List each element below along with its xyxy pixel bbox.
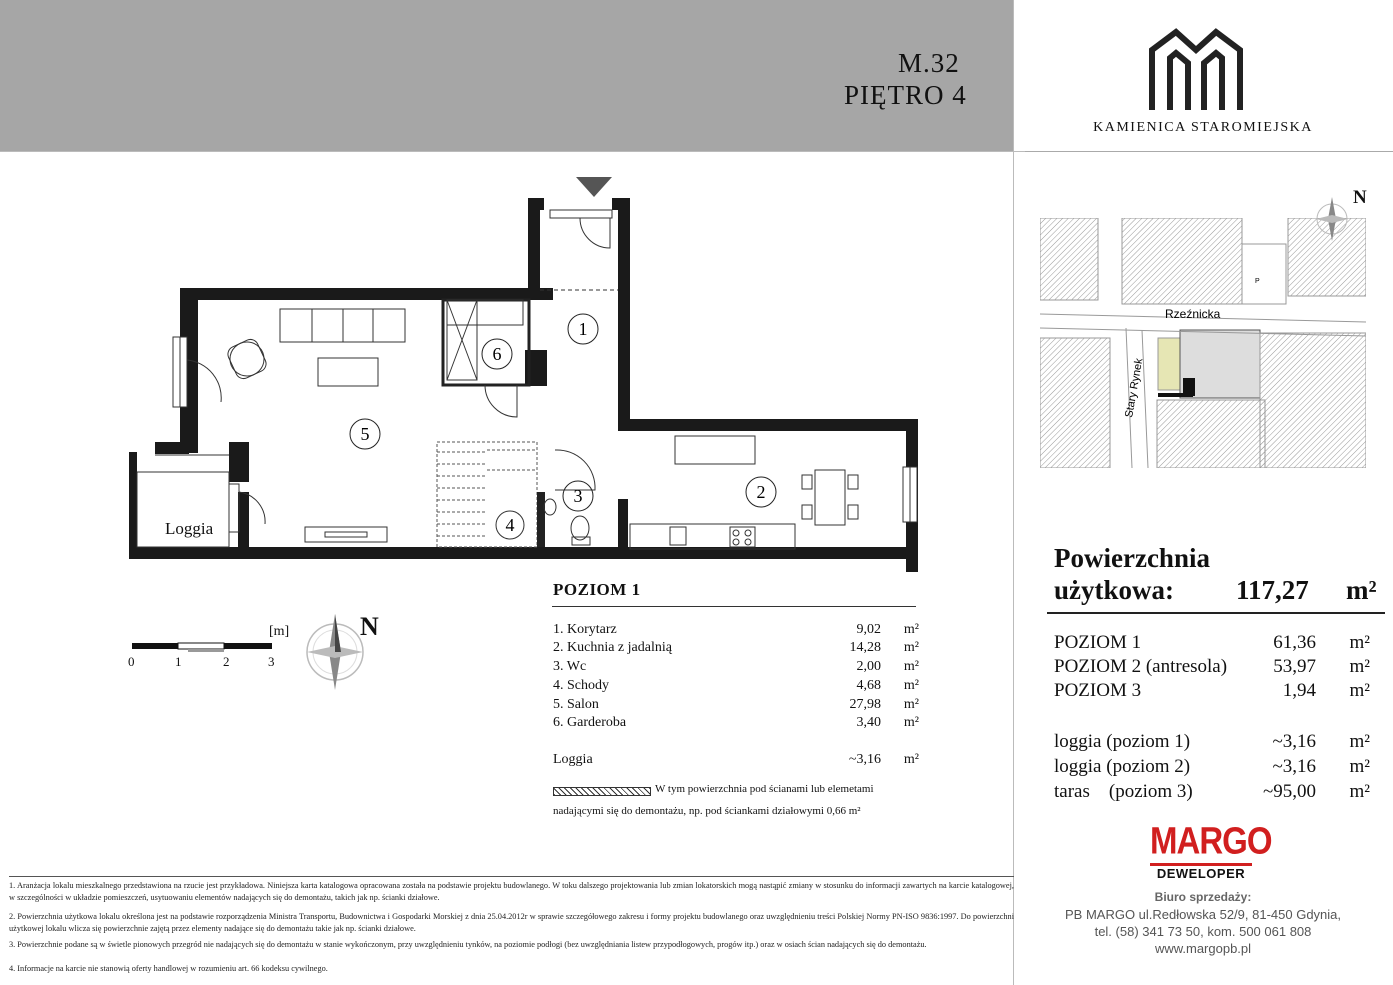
level-name: POZIOM 3: [1054, 680, 1142, 701]
room-name: 4. Schody: [553, 678, 609, 693]
extra-area: ~3,16: [1272, 756, 1316, 777]
room-area: 4,68: [856, 678, 881, 693]
extra-area: ~3,16: [1272, 731, 1316, 752]
scale-tick: 0: [128, 654, 135, 669]
level-title: POZIOM 1: [553, 580, 641, 599]
level-area: 61,36: [1273, 632, 1316, 653]
room-number: 1: [578, 319, 588, 339]
usable-area-title: Powierzchnia: [1054, 543, 1210, 573]
room-row: [553, 697, 919, 716]
usable-area-value: 117,27: [1236, 575, 1309, 605]
room-name: 1. Korytarz: [553, 622, 617, 637]
sales-address: PB MARGO ul.Redłowska 52/9, 81-450 Gdynia,: [1064, 907, 1342, 922]
extra-row: [1054, 781, 1370, 805]
room-number: 3: [573, 486, 583, 506]
level-unit: m²: [1349, 680, 1370, 701]
room-area: 27,98: [849, 697, 881, 712]
unit-number: M.32: [898, 48, 960, 78]
footnote: 2. Powierzchnia użytkowa lokalu określona jest na podstawie rozporządzenia Ministra Transportu, Budownictwa i Gospodarki Morskiej z dnia 25.04.2012r w sprawie szczegółowego zakresu i formy projektu budowlanego oraz uwzględnieniu treści Polskiej Normy PN-ISO 9836:1997. Do powierzchni użytkowej lokalu wlicza się powierzchnie zajętą przez elementy nadające się do demontażu takie jak np. ścianki działowe.: [9, 912, 1014, 933]
room-name: Loggia: [553, 752, 593, 767]
footnote: 3. Powierzchnie podane są w świetle pionowych przegród nie nadających się do demontażu w stanie wykończonym, przy uwzględnieniu tynków, na poziomie podłogi (bez uwzględniania listew przypodłogowych, progów itp.) oraz w osiach ścian nadających się do demontażu.: [9, 940, 927, 949]
loggia-row: [553, 752, 919, 771]
room-unit: m²: [903, 659, 919, 674]
level-row: [1054, 680, 1370, 704]
room-unit: m²: [903, 697, 919, 712]
footnote: 1. Aranżacja lokalu mieszkalnego przedstawiona na rzucie jest przykładowa. Niniejsza karta katalogowa opracowana została na podstawie projektu budowlanego. W toku dalszego projektowania lub zmian lokatorskich mogą nastąpić zmiany w stosunku do informacji zawartych na karcie katalogowej, w szczególności w układzie pomieszczeń, usytuowaniu elementów nadających się do demontażu, takich jak np. ścianki działowe.: [9, 881, 1014, 902]
room-area: 9,02: [856, 622, 881, 637]
level-unit: m²: [1349, 632, 1370, 653]
north-label: N: [1353, 187, 1367, 208]
room-name: 5. Salon: [553, 697, 599, 712]
room-number: 2: [756, 482, 766, 502]
room-row: [553, 678, 919, 697]
street-label: Rzeźnicka: [1165, 307, 1221, 321]
loggia-label: Loggia: [165, 519, 214, 538]
right-header-rule: [1025, 151, 1393, 152]
room-row: [553, 659, 919, 678]
site-map: [1040, 218, 1366, 468]
panel-divider: [1013, 0, 1014, 985]
house-logo-icon: [1148, 28, 1244, 112]
room-unit: m²: [903, 678, 919, 693]
extra-area: ~95,00: [1262, 781, 1316, 802]
street-label: Stary Rynek: [1123, 357, 1146, 419]
room-area: ~3,16: [848, 752, 881, 767]
scale-tick: 3: [268, 654, 275, 669]
sales-website[interactable]: www.margopb.pl: [1154, 941, 1252, 956]
brand-name: KAMIENICA STAROMIEJSKA: [1093, 120, 1313, 135]
hatch-swatch: [553, 787, 651, 796]
level-row: [1054, 632, 1370, 656]
entrance-arrow-icon: [576, 177, 612, 197]
scale-tick: 1: [175, 654, 182, 669]
room-unit: m²: [903, 715, 919, 730]
scale-bar: [130, 640, 280, 656]
sales-title: Biuro sprzedaży:: [1154, 890, 1252, 904]
room-row: [553, 622, 919, 641]
header-band: [0, 0, 1013, 151]
room-unit: m²: [903, 640, 919, 655]
extra-name: loggia (poziom 1): [1054, 731, 1191, 752]
sales-phone: tel. (58) 341 73 50, kom. 500 061 808: [1094, 924, 1312, 939]
room-number: 4: [505, 515, 515, 535]
room-number: 6: [492, 344, 502, 364]
level-rule: [552, 606, 916, 607]
compass-small-icon: [1312, 192, 1352, 242]
extra-name: loggia (poziom 2): [1054, 756, 1191, 777]
level-unit: m²: [1349, 656, 1370, 677]
level-row: [1054, 656, 1370, 680]
margo-sub: DEWELOPER: [1156, 866, 1246, 881]
floor-plan: [125, 172, 925, 572]
floor-label: PIĘTRO 4: [844, 80, 967, 110]
footnote-rule: [9, 876, 1014, 877]
room-row: [553, 640, 919, 659]
room-name: 3. Wc: [553, 659, 587, 674]
level-name: POZIOM 1: [1054, 632, 1142, 653]
room-row: [553, 715, 919, 734]
room-area: 2,00: [856, 659, 881, 674]
room-unit: m²: [903, 622, 919, 637]
room-area: 3,40: [856, 715, 881, 730]
room-name: 6. Garderoba: [553, 715, 627, 730]
footnote: 4. Informacje na karcie nie stanowią oferty handlowej w rozumieniu art. 66 kodeksu cywilnego.: [9, 964, 328, 973]
level-area: 53,97: [1273, 656, 1316, 677]
extra-name: taras (poziom 3): [1054, 781, 1193, 802]
north-label: N: [360, 612, 379, 641]
extra-row: [1054, 756, 1370, 780]
extra-row: [1054, 731, 1370, 755]
parking-label: P: [1255, 278, 1260, 285]
level-name: POZIOM 2 (antresola): [1054, 656, 1228, 677]
extra-unit: m²: [1349, 756, 1370, 777]
extra-unit: m²: [1349, 781, 1370, 802]
room-area: 14,28: [849, 640, 881, 655]
room-name: 2. Kuchnia z jadalnią: [553, 640, 672, 655]
note-text: W tym powierzchnia pod ścianami lub elemetami: [655, 783, 874, 795]
summary-rule: [1047, 612, 1385, 614]
level-area: 1,94: [1282, 680, 1316, 701]
usable-area-unit: m²: [1346, 575, 1377, 605]
usable-area-title: użytkowa:: [1054, 575, 1174, 605]
extra-unit: m²: [1349, 731, 1370, 752]
room-unit: m²: [903, 752, 919, 767]
note-text: nadającymi się do demontażu, np. pod ściankami działowymi 0,66 m²: [553, 805, 861, 817]
scale-tick: 2: [223, 654, 230, 669]
scale-unit: [m]: [269, 624, 290, 639]
room-number: 5: [360, 424, 370, 444]
margo-logo: MARGO: [1150, 819, 1272, 862]
